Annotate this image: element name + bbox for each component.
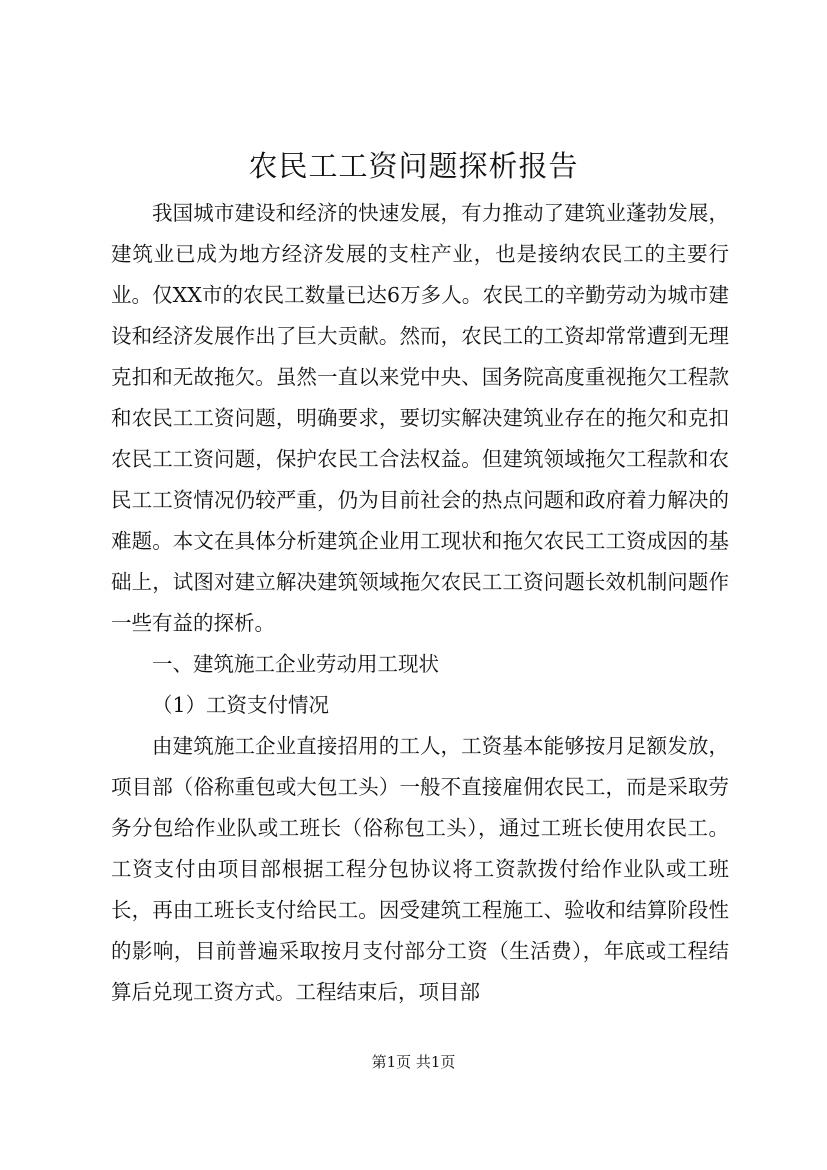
subsection-heading: （1）工资支付情况 [152, 693, 330, 717]
document-body [111, 193, 729, 1013]
intro-paragraph: 我国城市建设和经济的快速发展，有力推动了建筑业蓬勃发展，建筑业已成为地方经济发展的支柱产业，也是接纳农民工的主要行业。仅XX市的农民工数量已达6万多人。农民工的辛勤劳动为城市建设和经济发展作出了巨大贡献。然而，农民工的工资却常常遭到无理克扣和无故拖欠。虽然一直以来党中央、国务院高度重视拖欠工程款和农民工工资问题，明确要求，要切实解决建筑业存在的拖欠和克扣农民工工资问题，保护农民工合法权益。但建筑领域拖欠工程款和农民工工资情况仍较严重，仍为目前社会的热点问题和政府着力解决的难题。本文在具体分析建筑企业用工现状和拖欠农民工工资成因的基础上，试图对建立解决建筑领域拖欠农民工工资问题长效机制问题作一些有益的探析。 [111, 201, 729, 635]
document-title: 农民工工资问题探析报告 [248, 149, 579, 183]
page-footer: 第1页 共1页 [371, 1053, 456, 1071]
section-paragraph: 由建筑施工企业直接招用的工人，工资基本能够按月足额发放，项目部（俗称重包或大包工头）一般不直接雇佣农民工，而是采取劳务分包给作业队或工班长（俗称包工头），通过工班长使用农民工。工资支付由项目部根据工程分包协议将工资款拨付给作业队或工班长，再由工班长支付给民工。因受建筑工程施工、验收和结算阶段性的影响，目前普遍采取按月支付部分工资（生活费），年底或工程结算后兑现工资方式。工程结束后，项目部 [111, 734, 729, 1004]
section-heading: 一、建筑施工企业劳动用工现状 [152, 652, 439, 676]
